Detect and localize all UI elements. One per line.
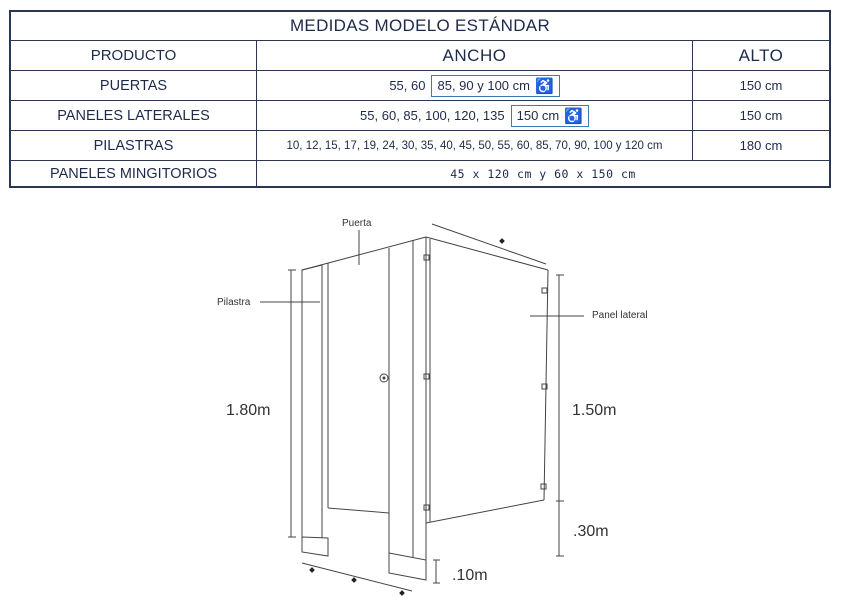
row-pilastras-ancho: 10, 12, 15, 17, 19, 24, 30, 35, 40, 45, 50, 55, 60, 85, 70, 90, 100 y 120 cm	[286, 139, 663, 152]
label-puerta: Puerta	[342, 218, 372, 229]
wheelchair-icon: ♿	[564, 107, 583, 125]
row-paneles-laterales-label: PANELES LATERALES	[57, 107, 210, 124]
header-producto: PRODUCTO	[90, 47, 177, 64]
dim-gap-base: .10m	[452, 567, 488, 584]
header-alto: ALTO	[738, 45, 784, 65]
left-base	[302, 537, 328, 556]
ancho-accessible-value: 85, 90 y 100 cm	[437, 78, 530, 93]
side-panel-top	[426, 237, 548, 270]
row-paneles-laterales-alto: 150 cm	[739, 108, 783, 123]
row-paneles-mingitorios-label: PANELES MINGITORIOS	[49, 165, 218, 182]
label-pilastra: Pilastra	[217, 297, 251, 308]
ancho-value: 55, 60, 85, 100, 120, 135	[360, 108, 505, 123]
ancho-value: 55, 60	[389, 78, 426, 93]
door-bottom-edge	[328, 508, 389, 513]
dim-gap-panel: .30m	[573, 523, 609, 540]
right-base	[389, 553, 426, 580]
dim-height-panel: 1.50m	[572, 402, 617, 419]
top-edge	[302, 237, 426, 270]
table-title: MEDIDAS MODELO ESTÁNDAR	[289, 16, 551, 35]
dim-height-pilastra: 1.80m	[226, 402, 271, 419]
row-puertas-alto: 150 cm	[739, 78, 783, 93]
header-ancho: ANCHO	[442, 45, 507, 65]
side-panel-bottom	[426, 500, 544, 523]
label-panel-lateral: Panel lateral	[592, 310, 648, 321]
left-pilastra	[302, 265, 322, 538]
wheelchair-icon: ♿	[534, 77, 554, 95]
ancho-accessible-value: 150 cm	[516, 108, 560, 123]
row-pilastras-label: PILASTRAS	[93, 137, 174, 154]
row-pilastras-alto: 180 cm	[739, 138, 783, 153]
row-puertas-label: PUERTAS	[99, 77, 168, 94]
row-paneles-mingitorios-ancho: 45 x 120 cm y 60 x 150 cm	[450, 166, 636, 181]
